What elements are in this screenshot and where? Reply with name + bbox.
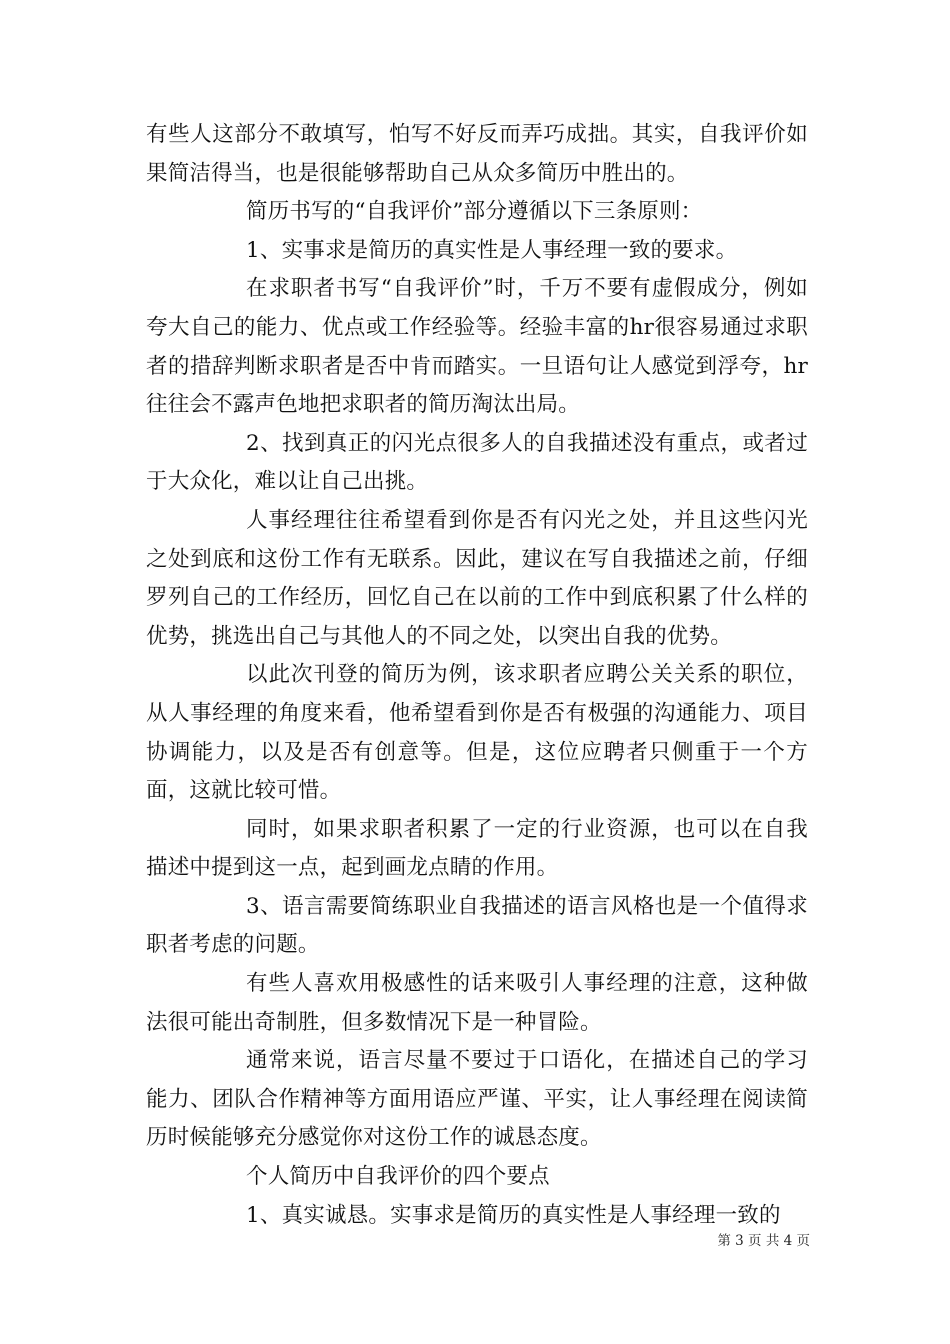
paragraph-3: 1、实事求是简历的真实性是人事经理一致的要求。 xyxy=(246,237,738,263)
paragraph-7: 以此次刊登的简历为例，该求职者应聘公关关系的职位，从人事经理的角度来看，他希望看到你是否有极强的沟通能力、项目协调能力，以及是否有创意等。但是，这位应聘者只侧重于一个方面，这就比较可惜。 xyxy=(146,662,808,804)
paragraph-8: 同时，如果求职者积累了一定的行业资源，也可以在自我描述中提到这一点，起到画龙点睛的作用。 xyxy=(146,816,808,881)
paragraph-11: 通常来说，语言尽量不要过于口语化，在描述自己的学习能力、团队合作精神等方面用语应严谨、平实，让人事经理在阅读简历时候能够充分感觉你对这份工作的诚恳态度。 xyxy=(146,1048,808,1151)
paragraph-1: 有些人这部分不敢填写，怕写不好反而弄巧成拙。其实，自我评价如果简洁得当，也是很能够帮助自己从众多简历中胜出的。 xyxy=(146,122,808,186)
paragraph-12: 个人简历中自我评价的四个要点 xyxy=(246,1164,550,1190)
paragraph-5: 2、找到真正的闪光点很多人的自我描述没有重点，或者过于大众化，难以让自己出挑。 xyxy=(146,430,808,495)
document-body xyxy=(146,116,808,1235)
paragraph-10: 有些人喜欢用极感性的话来吸引人事经理的注意，这种做法很可能出奇制胜，但多数情况下是一种冒险。 xyxy=(146,971,808,1035)
paragraph-4: 在求职者书写“自我评价”时，千万不要有虚假成分，例如夸大自己的能力、优点或工作经验等。经验丰富的hr很容易通过求职者的措辞判断求职者是否中肯而踏实。一旦语句让人感觉到浮夸，hr往往会不露声色地把求职者的简历淘汰出局。 xyxy=(146,276,808,418)
page-number-footer: 第 3 页 共 4 页 xyxy=(717,1233,810,1249)
paragraph-9: 3、语言需要简练职业自我描述的语言风格也是一个值得求职者考虑的问题。 xyxy=(146,893,808,958)
paragraph-6: 人事经理往往希望看到你是否有闪光之处，并且这些闪光之处到底和这份工作有无联系。因此，建议在写自我描述之前，仔细罗列自己的工作经历，回忆自己在以前的工作中到底积累了什么样的优势，挑选出自己与其他人的不同之处，以突出自我的优势。 xyxy=(146,507,808,649)
paragraph-13: 1、真实诚恳。实事求是简历的真实性是人事经理一致的 xyxy=(246,1202,781,1228)
paragraph-2: 简历书写的“自我评价”部分遵循以下三条原则： xyxy=(246,199,703,225)
